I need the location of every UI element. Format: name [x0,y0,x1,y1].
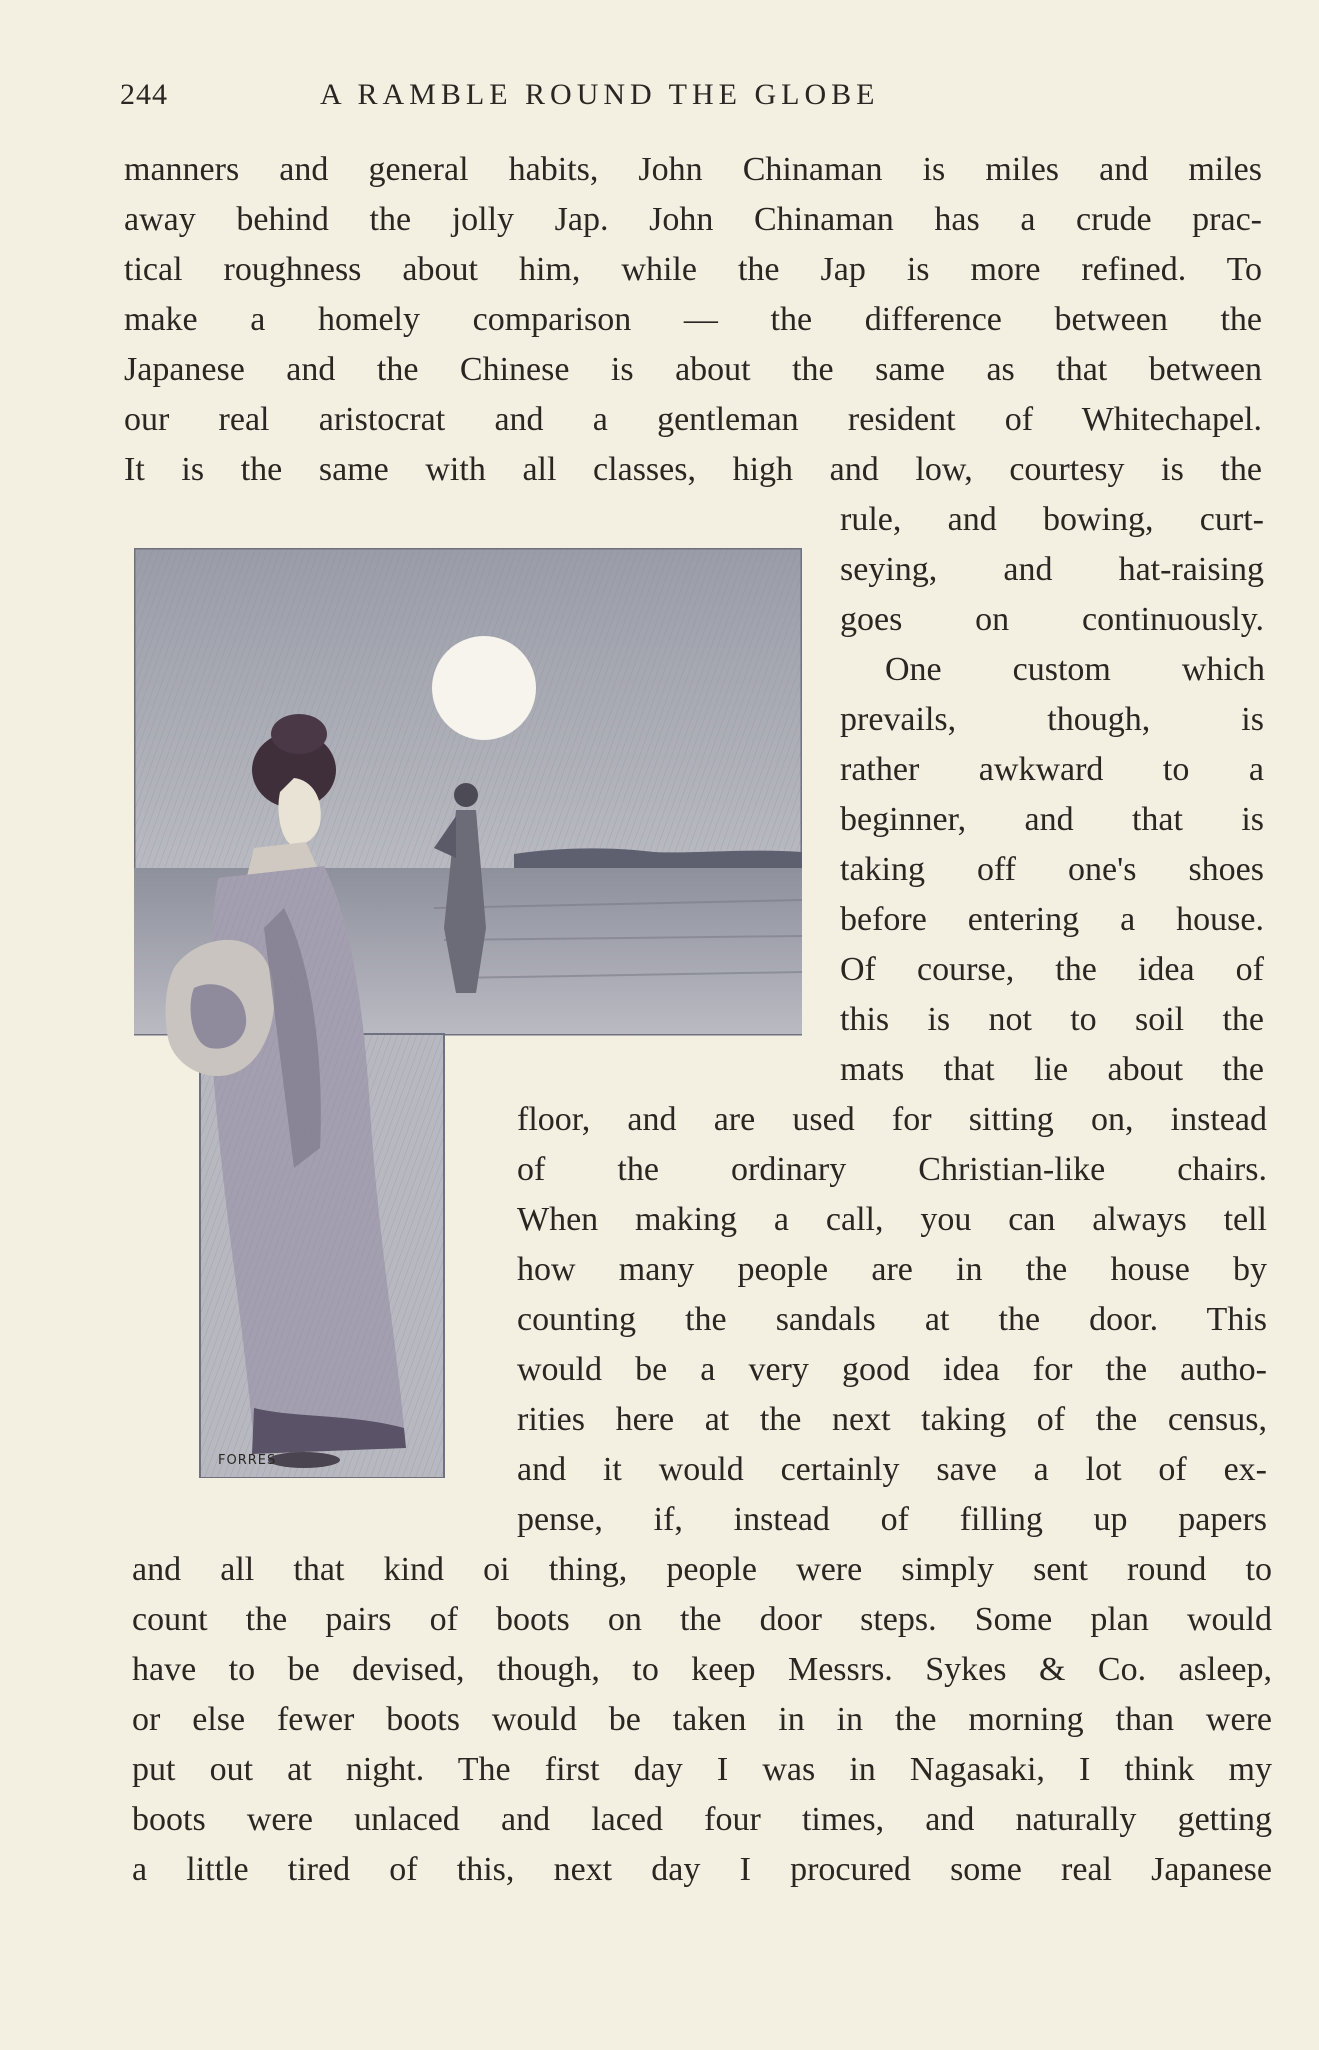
text-line: mats that lie about the [840,1051,1264,1088]
moon [432,636,536,740]
artist-signature: FORRES [218,1453,277,1468]
text-line: taking off one's shoes [840,851,1264,888]
text-line: Japanese and the Chinese is about the same as that between [124,351,1262,388]
text-line: floor, and are used for sitting on, instead [517,1101,1267,1138]
text-line: beginner, and that is [840,801,1264,838]
text-line: tical roughness about him, while the Jap is more refined. To [124,251,1262,288]
text-line: how many people are in the house by [517,1251,1267,1288]
text-line: rities here at the next taking of the census, [517,1401,1267,1438]
text-line: rather awkward to a [840,751,1264,788]
text-line: prevails, though, is [840,701,1264,738]
running-title: A RAMBLE ROUND THE GLOBE [320,78,880,111]
text-line: before entering a house. [840,901,1264,938]
text-line: manners and general habits, John Chinaman is miles and miles [124,151,1262,188]
text-line: goes on continuously. [840,601,1264,638]
text-line: When making a call, you can always tell [517,1201,1267,1238]
text-line: and all that kind oi thing, people were simply sent round to [132,1551,1272,1588]
page-header [120,78,1120,118]
text-line: away behind the jolly Jap. John Chinaman has a crude prac- [124,201,1262,238]
text-line: rule, and bowing, curt- [840,501,1264,538]
text-line: count the pairs of boots on the door steps. Some plan would [132,1601,1272,1638]
text-line: One custom which [885,651,1265,688]
page-number: 244 [120,78,168,111]
text-line: boots were unlaced and laced four times, and naturally getting [132,1801,1272,1838]
text-line: pense, if, instead of filling up papers [517,1501,1267,1538]
text-line: and it would certainly save a lot of ex- [517,1451,1267,1488]
text-line: put out at night. The first day I was in Nagasaki, I think my [132,1751,1272,1788]
text-line: have to be devised, though, to keep Messrs. Sykes & Co. asleep, [132,1651,1272,1688]
text-line: a little tired of this, next day I procured some real Japanese [132,1851,1272,1888]
text-line: would be a very good idea for the autho- [517,1351,1267,1388]
text-line: or else fewer boots would be taken in in the morning than were [132,1701,1272,1738]
text-line: of the ordinary Christian-like chairs. [517,1151,1267,1188]
text-line: our real aristocrat and a gentleman resident of Whitechapel. [124,401,1262,438]
text-line: make a homely comparison — the difference between the [124,301,1262,338]
text-line: counting the sandals at the door. This [517,1301,1267,1338]
text-line: It is the same with all classes, high and low, courtesy is the [124,451,1262,488]
text-line: Of course, the idea of [840,951,1264,988]
text-line: seying, and hat-raising [840,551,1264,588]
text-line: this is not to soil the [840,1001,1264,1038]
kimono-woman-illustration [134,548,802,1478]
